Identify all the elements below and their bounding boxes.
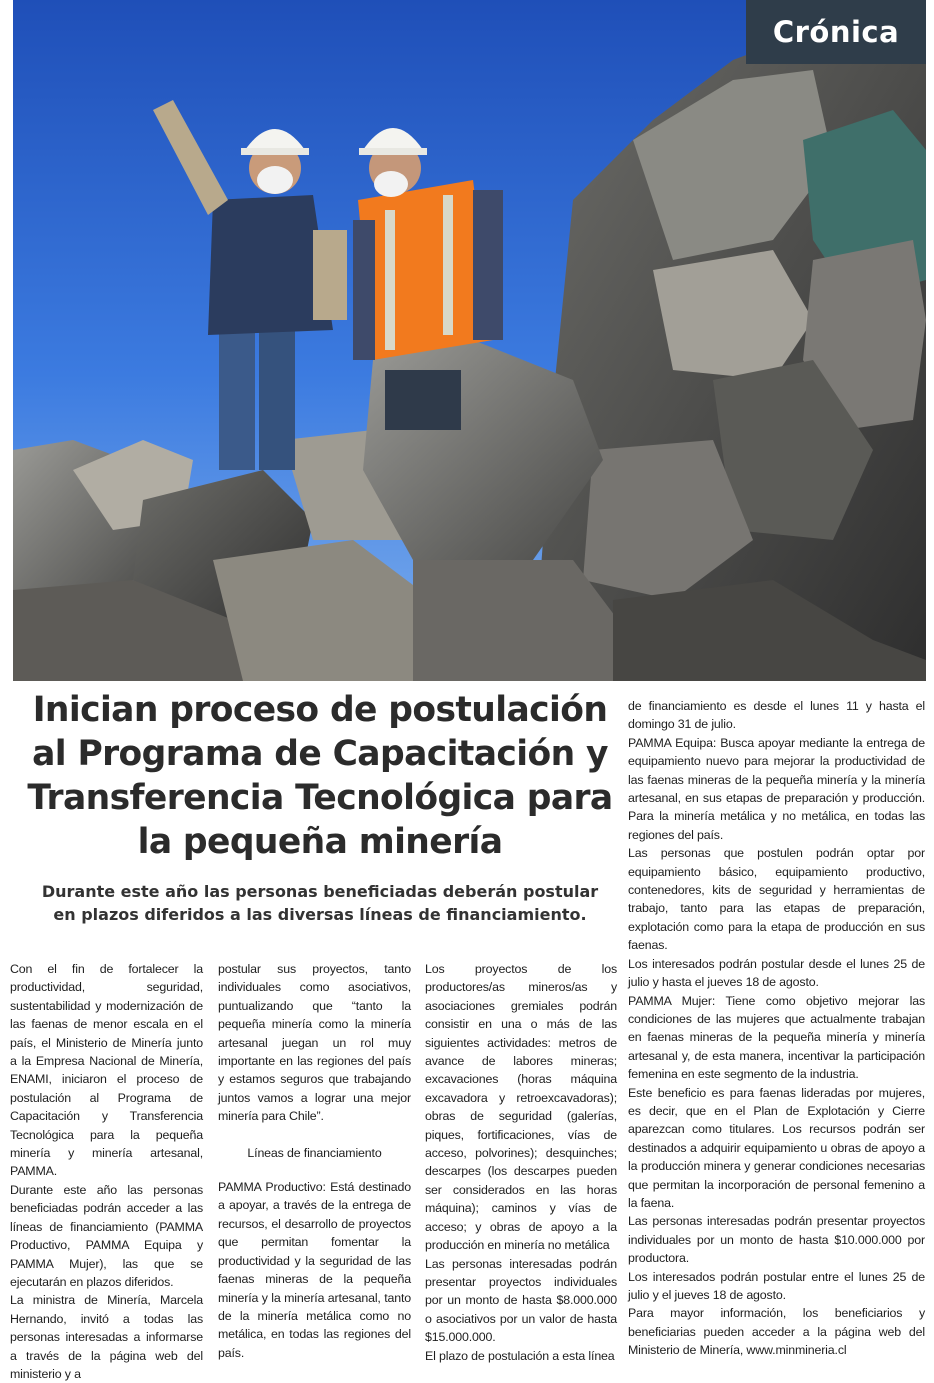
- article-headline: Inician proceso de postulación al Programa de Capacitación y Transferencia Tecnológica para la pequeña minería: [27, 690, 613, 862]
- paragraph: La ministra de Minería, Marcela Hernando, invitó a todas las personas interesadas a informarse a través de la página web del ministerio y a: [10, 1293, 203, 1381]
- paragraph: PAMMA Equipa: Busca apoyar mediante la entrega de equipamiento nuevo para mejorar la productividad de las faenas mineras de la pequeña minería y la minería artesanal, en sus etapas de preparación y producción. Para la minería metálica y no metálica, en todas las regiones del país.: [628, 735, 925, 842]
- text-column-1: [10, 960, 203, 1383]
- paragraph: de financiamiento es desde el lunes 11 y hasta el domingo 31 de julio.: [628, 699, 925, 732]
- paragraph: Para mayor información, los beneficiarios y beneficiarias pueden acceder a la página web del Ministerio de Minería, www.minmineria.cl: [628, 1306, 925, 1358]
- paragraph: El plazo de postulación a esta línea: [425, 1348, 615, 1363]
- paragraph: Las personas que postulen podrán optar por equipamiento básico, equipamiento productivo, contenedores, kits de seguridad y herramientas de trabajo, tanto para las etapas de preparación, explotación como para la etapa de producción en sus faenas.: [628, 846, 925, 953]
- section-subtitle: Líneas de financiamiento: [247, 1145, 382, 1160]
- paragraph: postular sus proyectos, tanto individuales como asociativos, puntualizando que “tanto la pequeña minería como la minería artesanal juegan un rol muy importante en las regiones del país y estamos seguros que trabajando juntos vamos a lograr una mejor minería para Chile”.: [218, 962, 411, 1124]
- paragraph: Los interesados podrán postular desde el lunes 25 de julio y hasta el jueves 18 de agosto.: [628, 956, 925, 990]
- paragraph: Las personas interesadas podrán presentar proyectos individuales por un monto de hasta $8.000.000 o asociativos por un valor de hasta $15.000.000.: [425, 1256, 617, 1345]
- paragraph: Con el fin de fortalecer la productividad, seguridad, sustentabilidad y modernización de las faenas de menor escala en el país, el Ministerio de Minería junto a la Empresa Nacional de Minería, ENAMI, iniciaron el proceso de postulación al Programa de Capacitación y Transferencia Tecnológica para la pequeña minería y minería artesanal, PAMMA.: [10, 962, 203, 1179]
- text-column-4: [628, 697, 925, 1360]
- article-subheadline: Durante este año las personas beneficiadas deberán postular en plazos diferidos a las diversas líneas de financiamiento.: [41, 882, 599, 924]
- paragraph: Los proyectos de los productores/as mineros/as y asociaciones gremiales podrán consistir en una o más de las siguientes actividades: metros de avance de labores mineras; excavaciones (horas máquina excavadora y retroexcavadoras); obras de seguridad (galerías, piques, fortificaciones, vías de acceso, polvorines); desquinches; descarpes (los descarpes pueden ser considerados en las horas máquina); caminos y vías de acceso; y obras de apoyo a la producción en minería no metálica: [425, 962, 617, 1253]
- paragraph: Este beneficio es para faenas lideradas por mujeres, es decir, que en el Plan de Explotación y Cierre aparezcan como titulares. Los recursos podrán ser destinados a adquirir equipamiento u obras de apoyo a la producción minera y generar condiciones necesarias que permitan la incorporación de personal femenino a la faena.: [628, 1085, 925, 1210]
- paragraph: PAMMA Mujer: Tiene como objetivo mejorar las condiciones de las mujeres que actualmente trabajan en faenas mineras de la pequeña minería y minería artesanal y, de esta manera, incentivar la participación femenina en este segmento de la industria.: [628, 993, 925, 1082]
- article-photo: [13, 0, 926, 681]
- paragraph: Durante este año las personas beneficiadas podrán acceder a las líneas de financiamiento (PAMMA Productivo, PAMMA Equipa y PAMMA Mujer), las que se ejecutarán en plazos diferidos.: [10, 1182, 203, 1289]
- miners-on-rocks-photo: [13, 0, 926, 681]
- text-column-2: [218, 960, 411, 1362]
- paragraph: PAMMA Productivo: Está destinado a apoyar, a través de la entrega de recursos, el desarrollo de proyectos que permitan fomentar la productividad y la seguridad de las faenas mineras de la pequeña minería y la minería artesanal, tanto de la minería metálica como no metálica, en todas las regiones del país.: [218, 1180, 411, 1360]
- section-label: Crónica: [746, 0, 926, 64]
- text-column-3: [425, 960, 617, 1365]
- paragraph: Los interesados podrán postular entre el lunes 25 de julio y el jueves 18 de agosto.: [628, 1269, 925, 1302]
- paragraph: Las personas interesadas podrán presentar proyectos individuales por un monto de hasta $10.000.000 por productora.: [628, 1214, 925, 1266]
